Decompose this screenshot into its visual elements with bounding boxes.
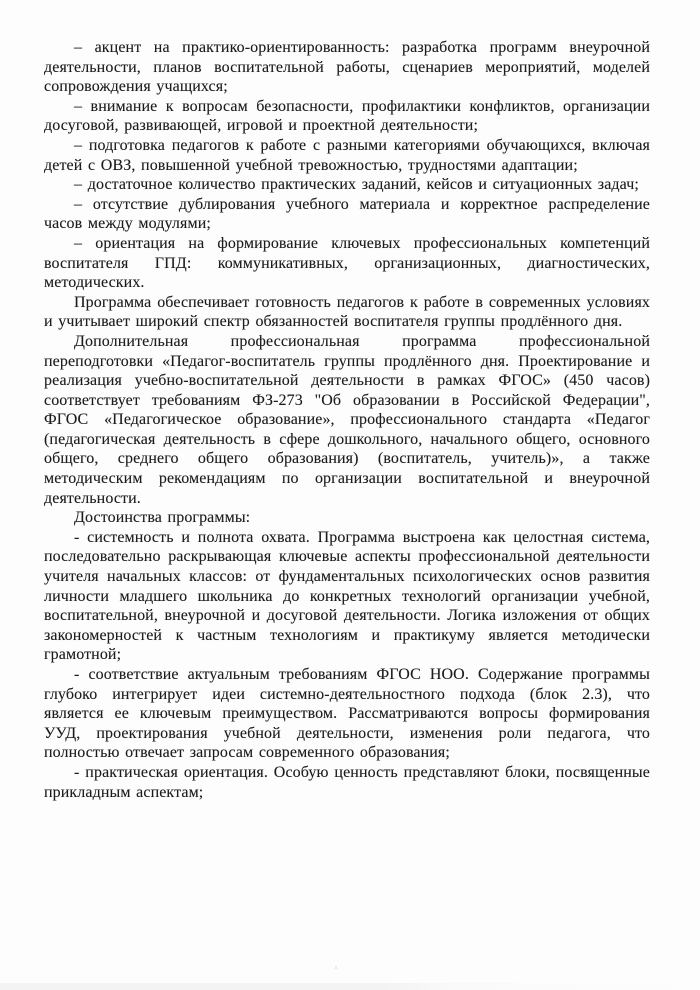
paragraph: - практическая ориентация. Особую ценность представляют блоки, посвященные прикладным аспектам;	[44, 763, 650, 801]
paragraph: – ориентация на формирование ключевых профессиональных компетенций воспитателя ГПД: коммуникативных, организационных, диагностических, методических.	[44, 234, 650, 292]
paragraph: – достаточное количество практических заданий, кейсов и ситуационных задач;	[74, 176, 639, 194]
document-text-block	[44, 38, 650, 802]
paragraph: – внимание к вопросам безопасности, профилактики конфликтов, организации досуговой, развивающей, игровой и проектной деятельности;	[44, 97, 650, 135]
paragraph: – подготовка педагогов к работе с разными категориями обучающихся, включая детей с ОВЗ, повышенной учебной тревожностью, трудностями адаптации;	[44, 136, 650, 174]
scan-edge-artifact	[0, 983, 700, 990]
paragraph: Дополнительная профессиональная программа профессиональной переподготовки «Педагог-воспитатель группы продлённого дня. Проектирование и реализация учебно-воспитательной деятельности в рамках ФГОС» (450 часов) соответствует требованиям ФЗ-273 "Об образовании в Российской Федерации", ФГОС «Педагогическое образование», профессионального стандарта «Педагог (педагогическая деятельность в сфере дошкольного, начального общего, основного общего, среднего общего образования) (воспитатель, учитель)», а также методическим рекомендациям по организации воспитательной и внеурочной деятельности.	[44, 332, 650, 507]
paragraph: – отсутствие дублирования учебного материала и корректное распределение часов между модулями;	[44, 195, 650, 233]
paragraph: - системность и полнота охвата. Программа выстроена как целостная система, последовательно раскрывающая ключевые аспекты профессиональной деятельности учителя начальных классов: от фундаментальных психологических основ развития личности младшего школьника до конкретных технологий организации учебной, воспитательной, внеурочной и досуговой деятельности. Логика изложения от общих закономерностей к частным технологиям и практикуму является методически грамотной;	[44, 528, 650, 664]
paragraph: – акцент на практико-ориентированность: разработка программ внеурочной деятельности, планов воспитательной работы, сценариев мероприятий, моделей сопровождения учащихся;	[44, 39, 650, 96]
paragraph: Достоинства программы:	[74, 509, 251, 527]
paragraph: Программа обеспечивает готовность педагогов к работе в современных условиях и учитывает широкий спектр обязанностей воспитателя группы продлённого дня.	[44, 293, 650, 331]
paragraph: - соответствие актуальным требованиям ФГОС НОО. Содержание программы глубоко интегрирует идеи системно-деятельностного подхода (блок 2.3), что является ее ключевым преимуществом. Рассматриваются вопросы формирования УУД, проектирования учебной деятельности, изменения роли педагога, что полностью отвечает запросам современного образования;	[44, 666, 650, 762]
scan-speck	[335, 966, 337, 969]
